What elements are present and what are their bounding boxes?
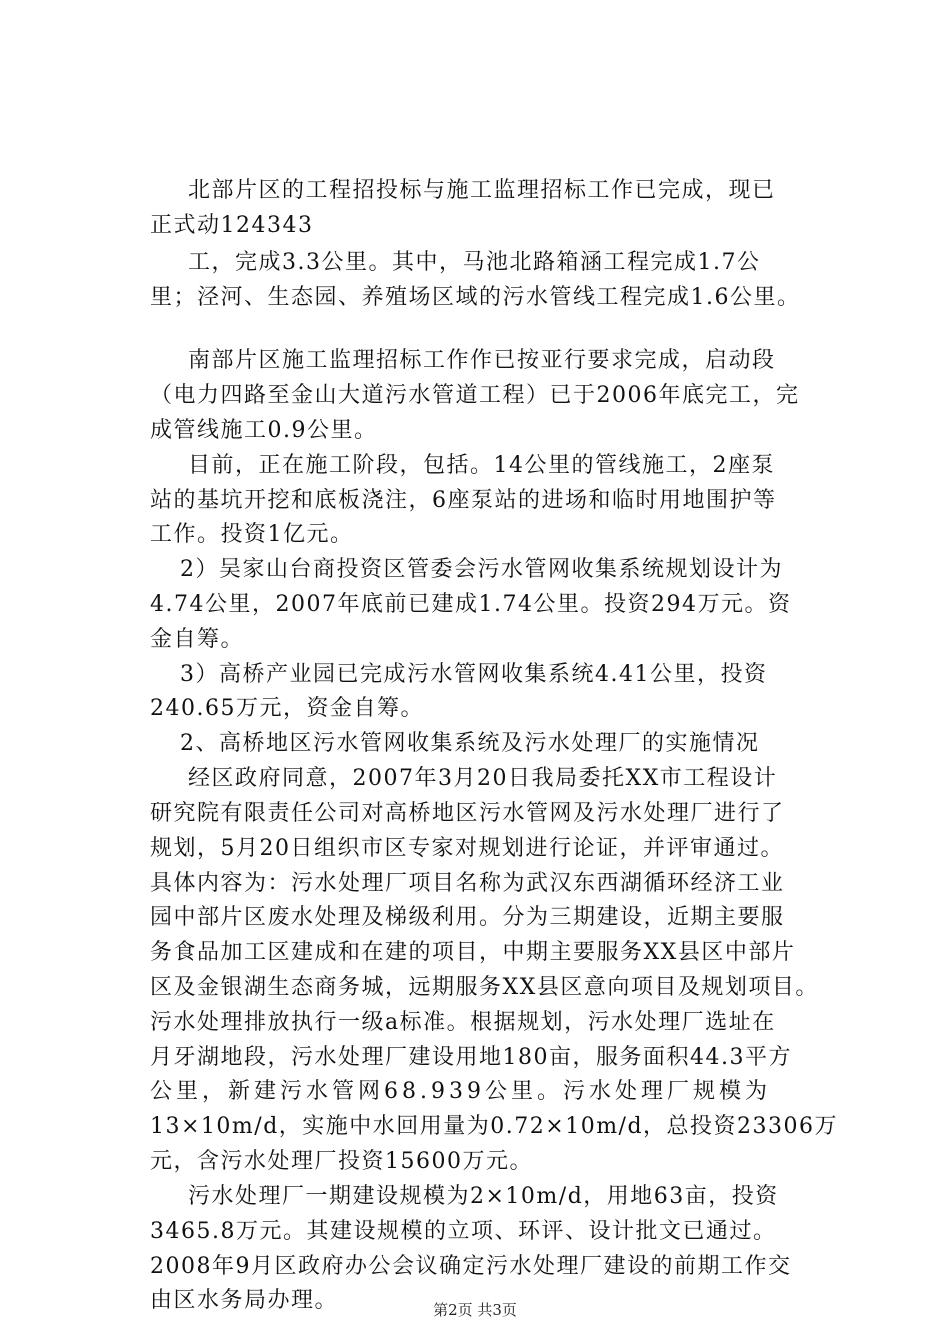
text-line: 北部片区的工程招投标与施工监理招标工作已完成，现已 (188, 178, 776, 203)
text-line: （电力四路至金山大道污水管道工程）已于2006年底完工，完 (150, 383, 800, 408)
text-line: 正式动124343 (150, 213, 314, 238)
page-number-footer: 第2页 共3页 (433, 1301, 517, 1319)
text-line: 区及金银湖生态商务城，远期服务XX县区意向项目及规划项目。 (150, 975, 819, 1000)
text-line: 4.74公里，2007年底前已建成1.74公里。投资294万元。资 (150, 592, 792, 617)
text-line: 240.65万元，资金自筹。 (150, 696, 424, 721)
section-heading: 2、高桥地区污水管网收集系统及污水处理厂的实施情况 (180, 731, 760, 756)
text-line: 里；泾河、生态园、养殖场区域的污水管线工程完成1.6公里。 (150, 285, 801, 310)
text-line: 3）高桥产业园已完成污水管网收集系统4.41公里，投资 (180, 662, 768, 687)
text-line: 13×10m/d，实施中水回用量为0.72×10m/d，总投资23306万 (150, 1114, 839, 1139)
text-line: 工，完成3.3公里。其中，马池北路箱涵工程完成1.7公 (188, 250, 761, 275)
text-line: 3465.8万元。其建设规模的立项、环评、设计批文已通过。 (150, 1219, 777, 1244)
text-line: 工作。投资1亿元。 (150, 522, 354, 547)
text-line: 南部片区施工监理招标工作作已按亚行要求完成，启动段 (188, 348, 776, 373)
text-line: 站的基坑开挖和底板浇注，6座泵站的进场和临时用地围护等 (150, 488, 777, 513)
text-line: 元，含污水处理厂投资15600万元。 (150, 1149, 533, 1174)
text-line: 由区水务局办理。 (150, 1288, 339, 1313)
text-line: 月牙湖地段，污水处理厂建设用地180亩，服务面积44.3平方 (150, 1045, 792, 1070)
text-line: 务食品加工区建成和在建的项目，中期主要服务XX县区中部片 (150, 940, 796, 965)
text-line: 2008年9月区政府办公会议确定污水处理厂建设的前期工作交 (150, 1254, 792, 1279)
text-line: 污水处理排放执行一级a标准。根据规划，污水处理厂选址在 (150, 1010, 776, 1035)
text-line: 成管线施工0.9公里。 (150, 418, 378, 443)
text-line: 经区政府同意，2007年3月20日我局委托XX市工程设计 (188, 766, 778, 791)
text-line: 目前，正在施工阶段，包括。14公里的管线施工，2座泵 (188, 453, 775, 478)
text-line: 2）吴家山台商投资区管委会污水管网收集系统规划设计为 (180, 557, 783, 582)
text-line: 研究院有限责任公司对高桥地区污水管网及污水处理厂进行了 (150, 801, 785, 826)
text-line: 污水处理厂一期建设规模为2×10m/d，用地63亩，投资 (188, 1184, 779, 1209)
text-line: 规划，5月20日组织市区专家对规划进行论证，并评审通过。 (150, 836, 784, 861)
text-line: 园中部片区废水处理及梯级利用。分为三期建设，近期主要服 (150, 905, 785, 930)
text-line: 金自筹。 (150, 627, 245, 652)
text-line: 公里，新建污水管网68.939公里。污水处理厂规模为 (150, 1079, 771, 1104)
text-line: 具体内容为：污水处理厂项目名称为武汉东西湖循环经济工业 (150, 871, 785, 896)
